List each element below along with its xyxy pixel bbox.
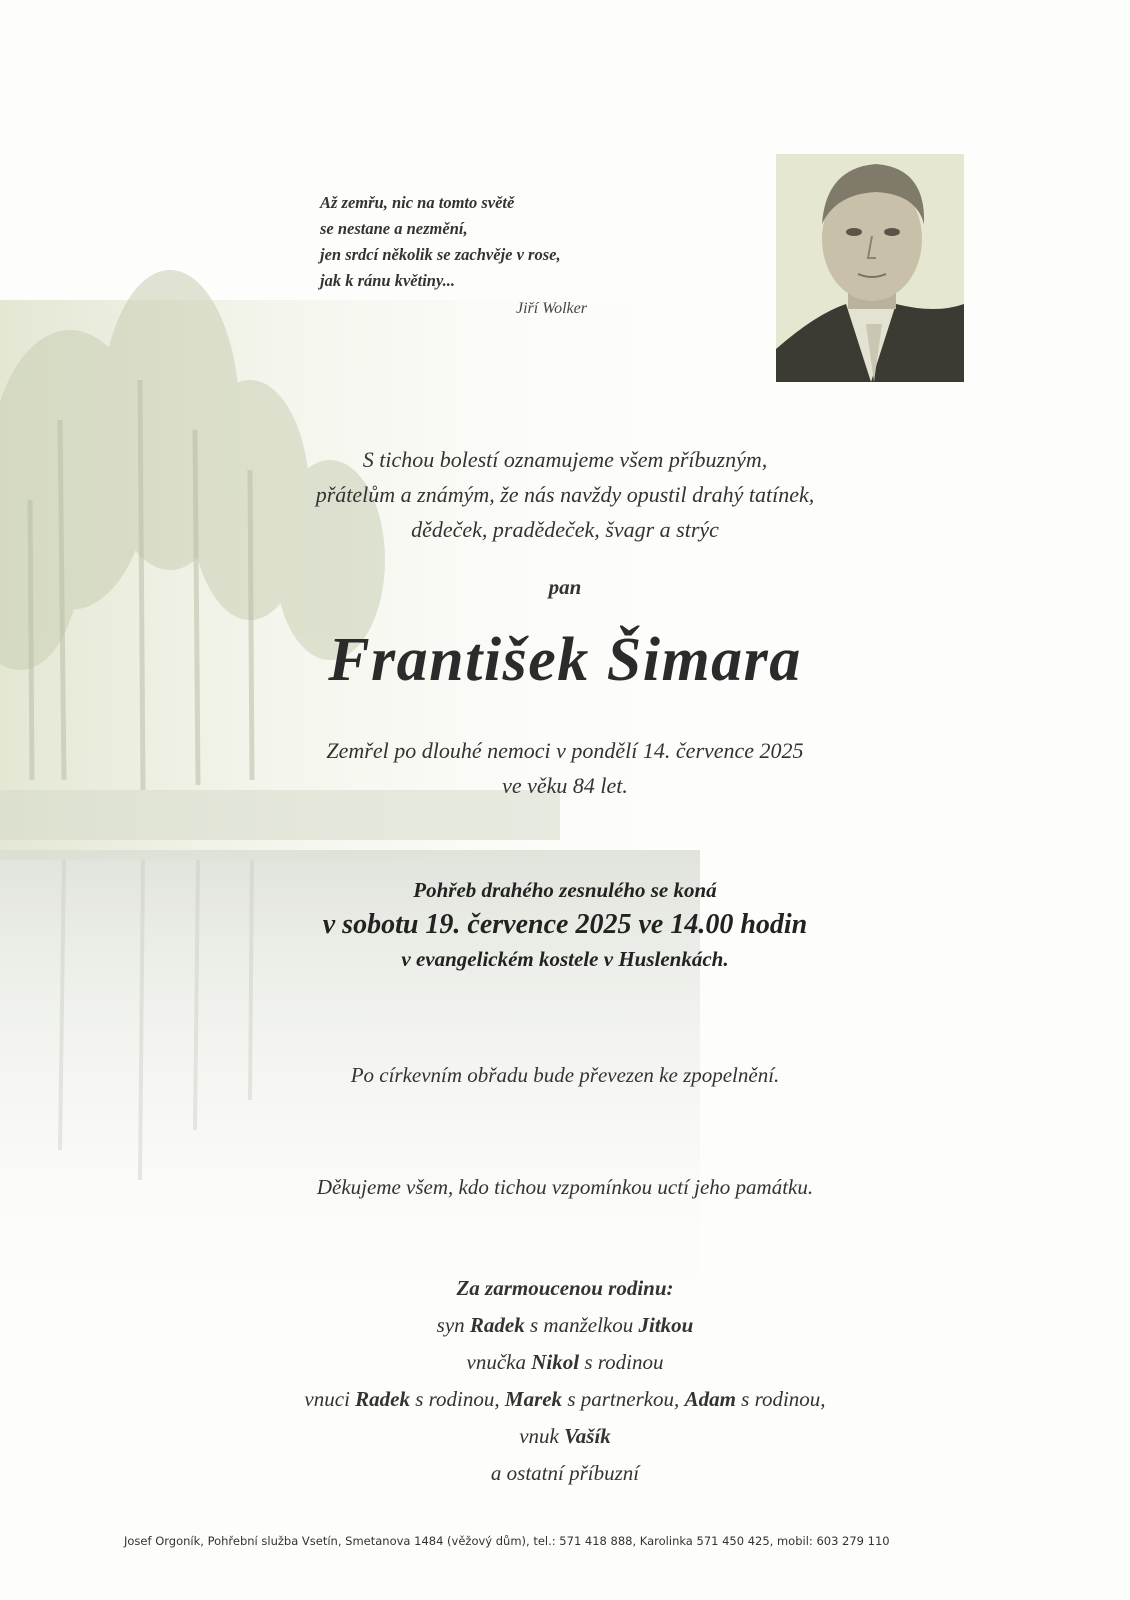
cremation-note: Po církevním obřadu bude převezen ke zpopelnění. bbox=[350, 1063, 780, 1087]
poem bbox=[320, 190, 620, 322]
announcement-line: S tichou bolestí oznamujeme všem příbuzným, bbox=[362, 447, 768, 472]
family-line: syn Radek s manželkou Jitkou bbox=[436, 1313, 694, 1337]
deceased-name: František Šimara bbox=[328, 626, 802, 694]
family-list bbox=[0, 1270, 1130, 1492]
poem-line: Až zemřu, nic na tomto světě bbox=[320, 193, 515, 212]
announcement-text bbox=[0, 442, 1130, 547]
family-line: a ostatní příbuzní bbox=[490, 1461, 640, 1485]
poem-line: jen srdcí několik se zachvěje v rose, bbox=[320, 245, 561, 264]
death-info-line: ve věku 84 let. bbox=[502, 773, 628, 798]
family-line: vnuk Vašík bbox=[519, 1424, 611, 1448]
funeral-intro: Pohřeb drahého zesnulého se koná bbox=[413, 878, 717, 902]
funeral-service-footer: Josef Orgoník, Pohřební služba Vsetín, Smetanova 1484 (věžový dům), tel.: 571 418 888, Karolinka 571 450 425, mobil: 603 279 110 bbox=[124, 1534, 890, 1548]
announcement-line: dědeček, pradědeček, švagr a strýc bbox=[411, 517, 719, 542]
funeral-info bbox=[0, 875, 1130, 975]
poem-author: Jiří Wolker bbox=[516, 300, 587, 317]
poem-line: se nestane a nezmění, bbox=[320, 219, 468, 238]
announcement-line: přátelům a známým, že nás navždy opustil drahý tatínek, bbox=[315, 482, 815, 507]
death-info-line: Zemřel po dlouhé nemoci v pondělí 14. července 2025 bbox=[326, 738, 804, 763]
family-heading: Za zarmoucenou rodinu: bbox=[456, 1276, 674, 1300]
title-pan: pan bbox=[548, 575, 582, 599]
portrait-photo bbox=[776, 154, 964, 382]
death-info bbox=[0, 733, 1130, 803]
thanks-note: Děkujeme všem, kdo tichou vzpomínkou uctí jeho památku. bbox=[316, 1175, 814, 1199]
funeral-datetime: v sobotu 19. července 2025 ve 14.00 hodin bbox=[322, 909, 808, 940]
poem-line: jak k ránu květiny... bbox=[320, 271, 456, 290]
family-line: vnuci Radek s rodinou, Marek s partnerkou, Adam s rodinou, bbox=[304, 1387, 826, 1411]
funeral-place: v evangelickém kostele v Huslenkách. bbox=[401, 947, 729, 971]
family-line: vnučka Nikol s rodinou bbox=[466, 1350, 664, 1374]
